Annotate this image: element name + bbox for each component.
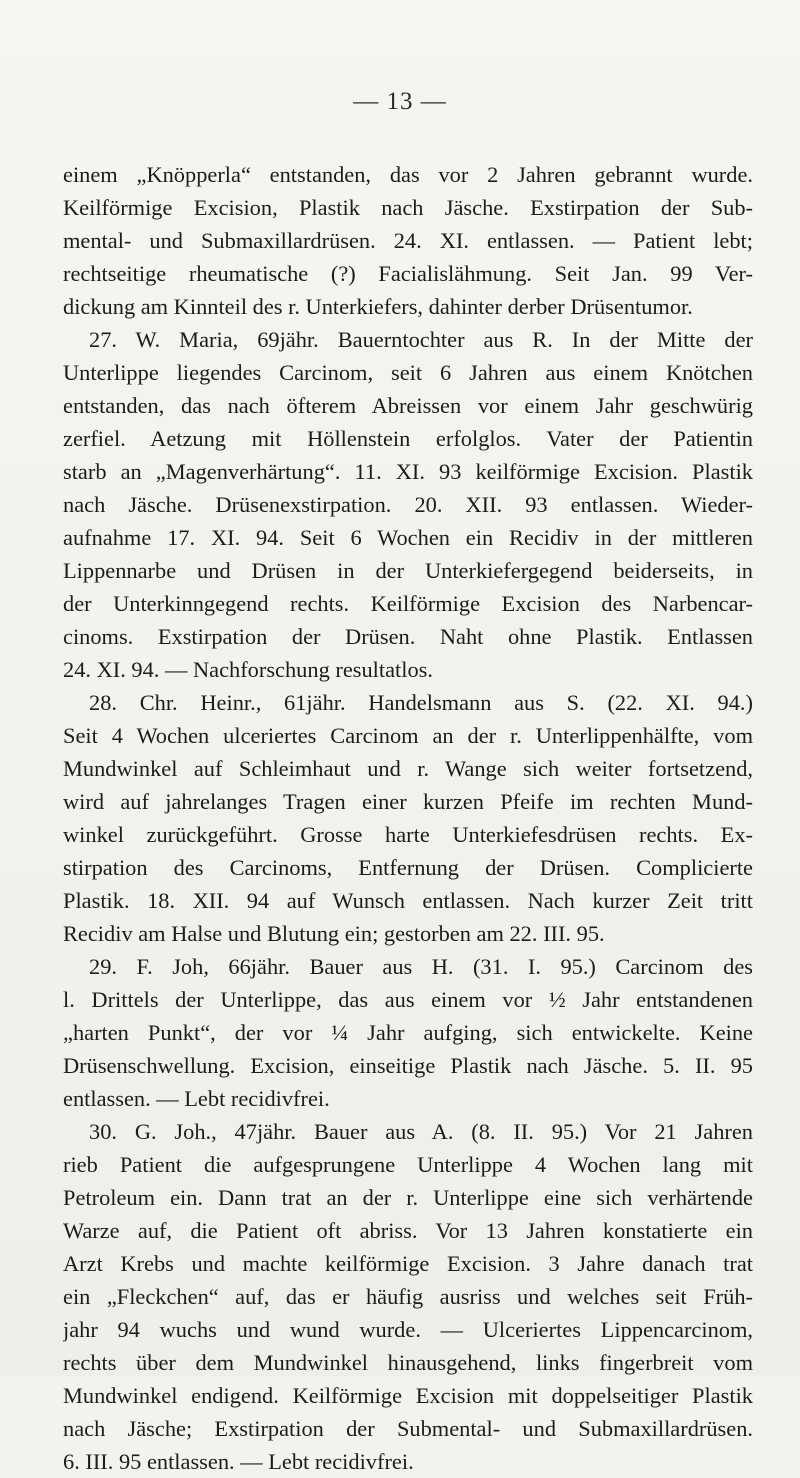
text-line: Lippennarbe und Drüsen in der Unterkiefergegend beiderseits, in	[63, 558, 753, 583]
text-line: nach Jäsche; Exstirpation der Submental- und Submaxillardrüsen.	[63, 1416, 753, 1441]
text-line: Plastik. 18. XII. 94 auf Wunsch entlassen. Nach kurzer Zeit tritt	[63, 888, 753, 913]
text-line: Warze auf, die Patient oft abriss. Vor 13 Jahren konstatierte ein	[63, 1218, 753, 1243]
body-text	[63, 158, 753, 1478]
text-line: nach Jäsche. Drüsenexstirpation. 20. XII. 93 entlassen. Wieder-	[63, 492, 753, 517]
text-line: Keilförmige Excision, Plastik nach Jäsche. Exstirpation der Sub-	[63, 195, 753, 220]
text-line: 27. W. Maria, 69jähr. Bauerntochter aus R. In der Mitte der	[89, 327, 753, 352]
text-line: entlassen. — Lebt recidivfrei.	[63, 1086, 330, 1111]
text-line: cinoms. Exstirpation der Drüsen. Naht ohne Plastik. Entlassen	[63, 624, 753, 649]
text-line: entstanden, das nach öfterem Abreissen vor einem Jahr geschwürig	[63, 393, 753, 418]
text-line: der Unterkinngegend rechts. Keilförmige Excision des Narbencar-	[63, 591, 753, 616]
text-line: ein „Fleckchen“ auf, das er häufig ausriss und welches seit Früh-	[63, 1284, 753, 1309]
text-line: 24. XI. 94. — Nachforschung resultatlos.	[63, 657, 433, 682]
text-line: Unterlippe liegendes Carcinom, seit 6 Jahren aus einem Knötchen	[63, 360, 753, 385]
text-line: Seit 4 Wochen ulceriertes Carcinom an der r. Unterlippenhälfte, vom	[63, 723, 753, 748]
text-line: Mundwinkel auf Schleimhaut und r. Wange sich weiter fortsetzend,	[63, 756, 753, 781]
text-line: zerfiel. Aetzung mit Höllenstein erfolglos. Vater der Patientin	[63, 426, 753, 451]
text-line: starb an „Magenverhärtung“. 11. XI. 93 keilförmige Excision. Plastik	[63, 459, 753, 484]
page-number: — 13 —	[353, 88, 447, 115]
text-line: winkel zurückgeführt. Grosse harte Unterkiefesdrüsen rechts. Ex-	[63, 822, 753, 847]
paragraph	[63, 950, 753, 1115]
text-line: 6. III. 95 entlassen. — Lebt recidivfrei.	[63, 1449, 414, 1474]
text-line: rieb Patient die aufgesprungene Unterlippe 4 Wochen lang mit	[63, 1152, 753, 1177]
text-line: Arzt Krebs und machte keilförmige Excision. 3 Jahre danach trat	[63, 1251, 753, 1276]
text-line: rechtseitige rheumatische (?) Facialislähmung. Seit Jan. 99 Ver-	[63, 261, 753, 286]
text-line: 28. Chr. Heinr., 61jähr. Handelsmann aus S. (22. XI. 94.)	[89, 690, 753, 715]
text-line: mental- und Submaxillardrüsen. 24. XI. entlassen. — Patient lebt;	[63, 228, 753, 253]
text-line: einem „Knöpperla“ entstanden, das vor 2 Jahren gebrannt wurde.	[63, 162, 753, 187]
text-line: rechts über dem Mundwinkel hinausgehend, links fingerbreit vom	[63, 1350, 753, 1375]
paragraph	[63, 686, 753, 950]
text-line: wird auf jahrelanges Tragen einer kurzen Pfeife im rechten Mund-	[63, 789, 753, 814]
text-line: „harten Punkt“, der vor ¼ Jahr aufging, sich entwickelte. Keine	[63, 1020, 753, 1045]
text-line: aufnahme 17. XI. 94. Seit 6 Wochen ein Recidiv in der mittleren	[63, 525, 753, 550]
text-line: stirpation des Carcinoms, Entfernung der Drüsen. Complicierte	[63, 855, 753, 880]
paragraph	[63, 1115, 753, 1478]
text-line: jahr 94 wuchs und wund wurde. — Ulceriertes Lippencarcinom,	[63, 1317, 753, 1342]
text-line: Mundwinkel endigend. Keilförmige Excision mit doppelseitiger Plastik	[63, 1383, 753, 1408]
text-line: dickung am Kinnteil des r. Unterkiefers, dahinter derber Drüsentumor.	[63, 294, 693, 319]
text-line: 29. F. Joh, 66jähr. Bauer aus H. (31. I. 95.) Carcinom des	[89, 954, 753, 979]
text-line: Drüsenschwellung. Excision, einseitige Plastik nach Jäsche. 5. II. 95	[63, 1053, 753, 1078]
paragraph	[63, 158, 753, 323]
text-line: Petroleum ein. Dann trat an der r. Unterlippe eine sich verhärtende	[63, 1185, 753, 1210]
text-line: Recidiv am Halse und Blutung ein; gestorben am 22. III. 95.	[63, 921, 605, 946]
text-line: 30. G. Joh., 47jähr. Bauer aus A. (8. II. 95.) Vor 21 Jahren	[89, 1119, 753, 1144]
text-line: l. Drittels der Unterlippe, das aus einem vor ½ Jahr entstandenen	[63, 987, 753, 1012]
paragraph	[63, 323, 753, 686]
